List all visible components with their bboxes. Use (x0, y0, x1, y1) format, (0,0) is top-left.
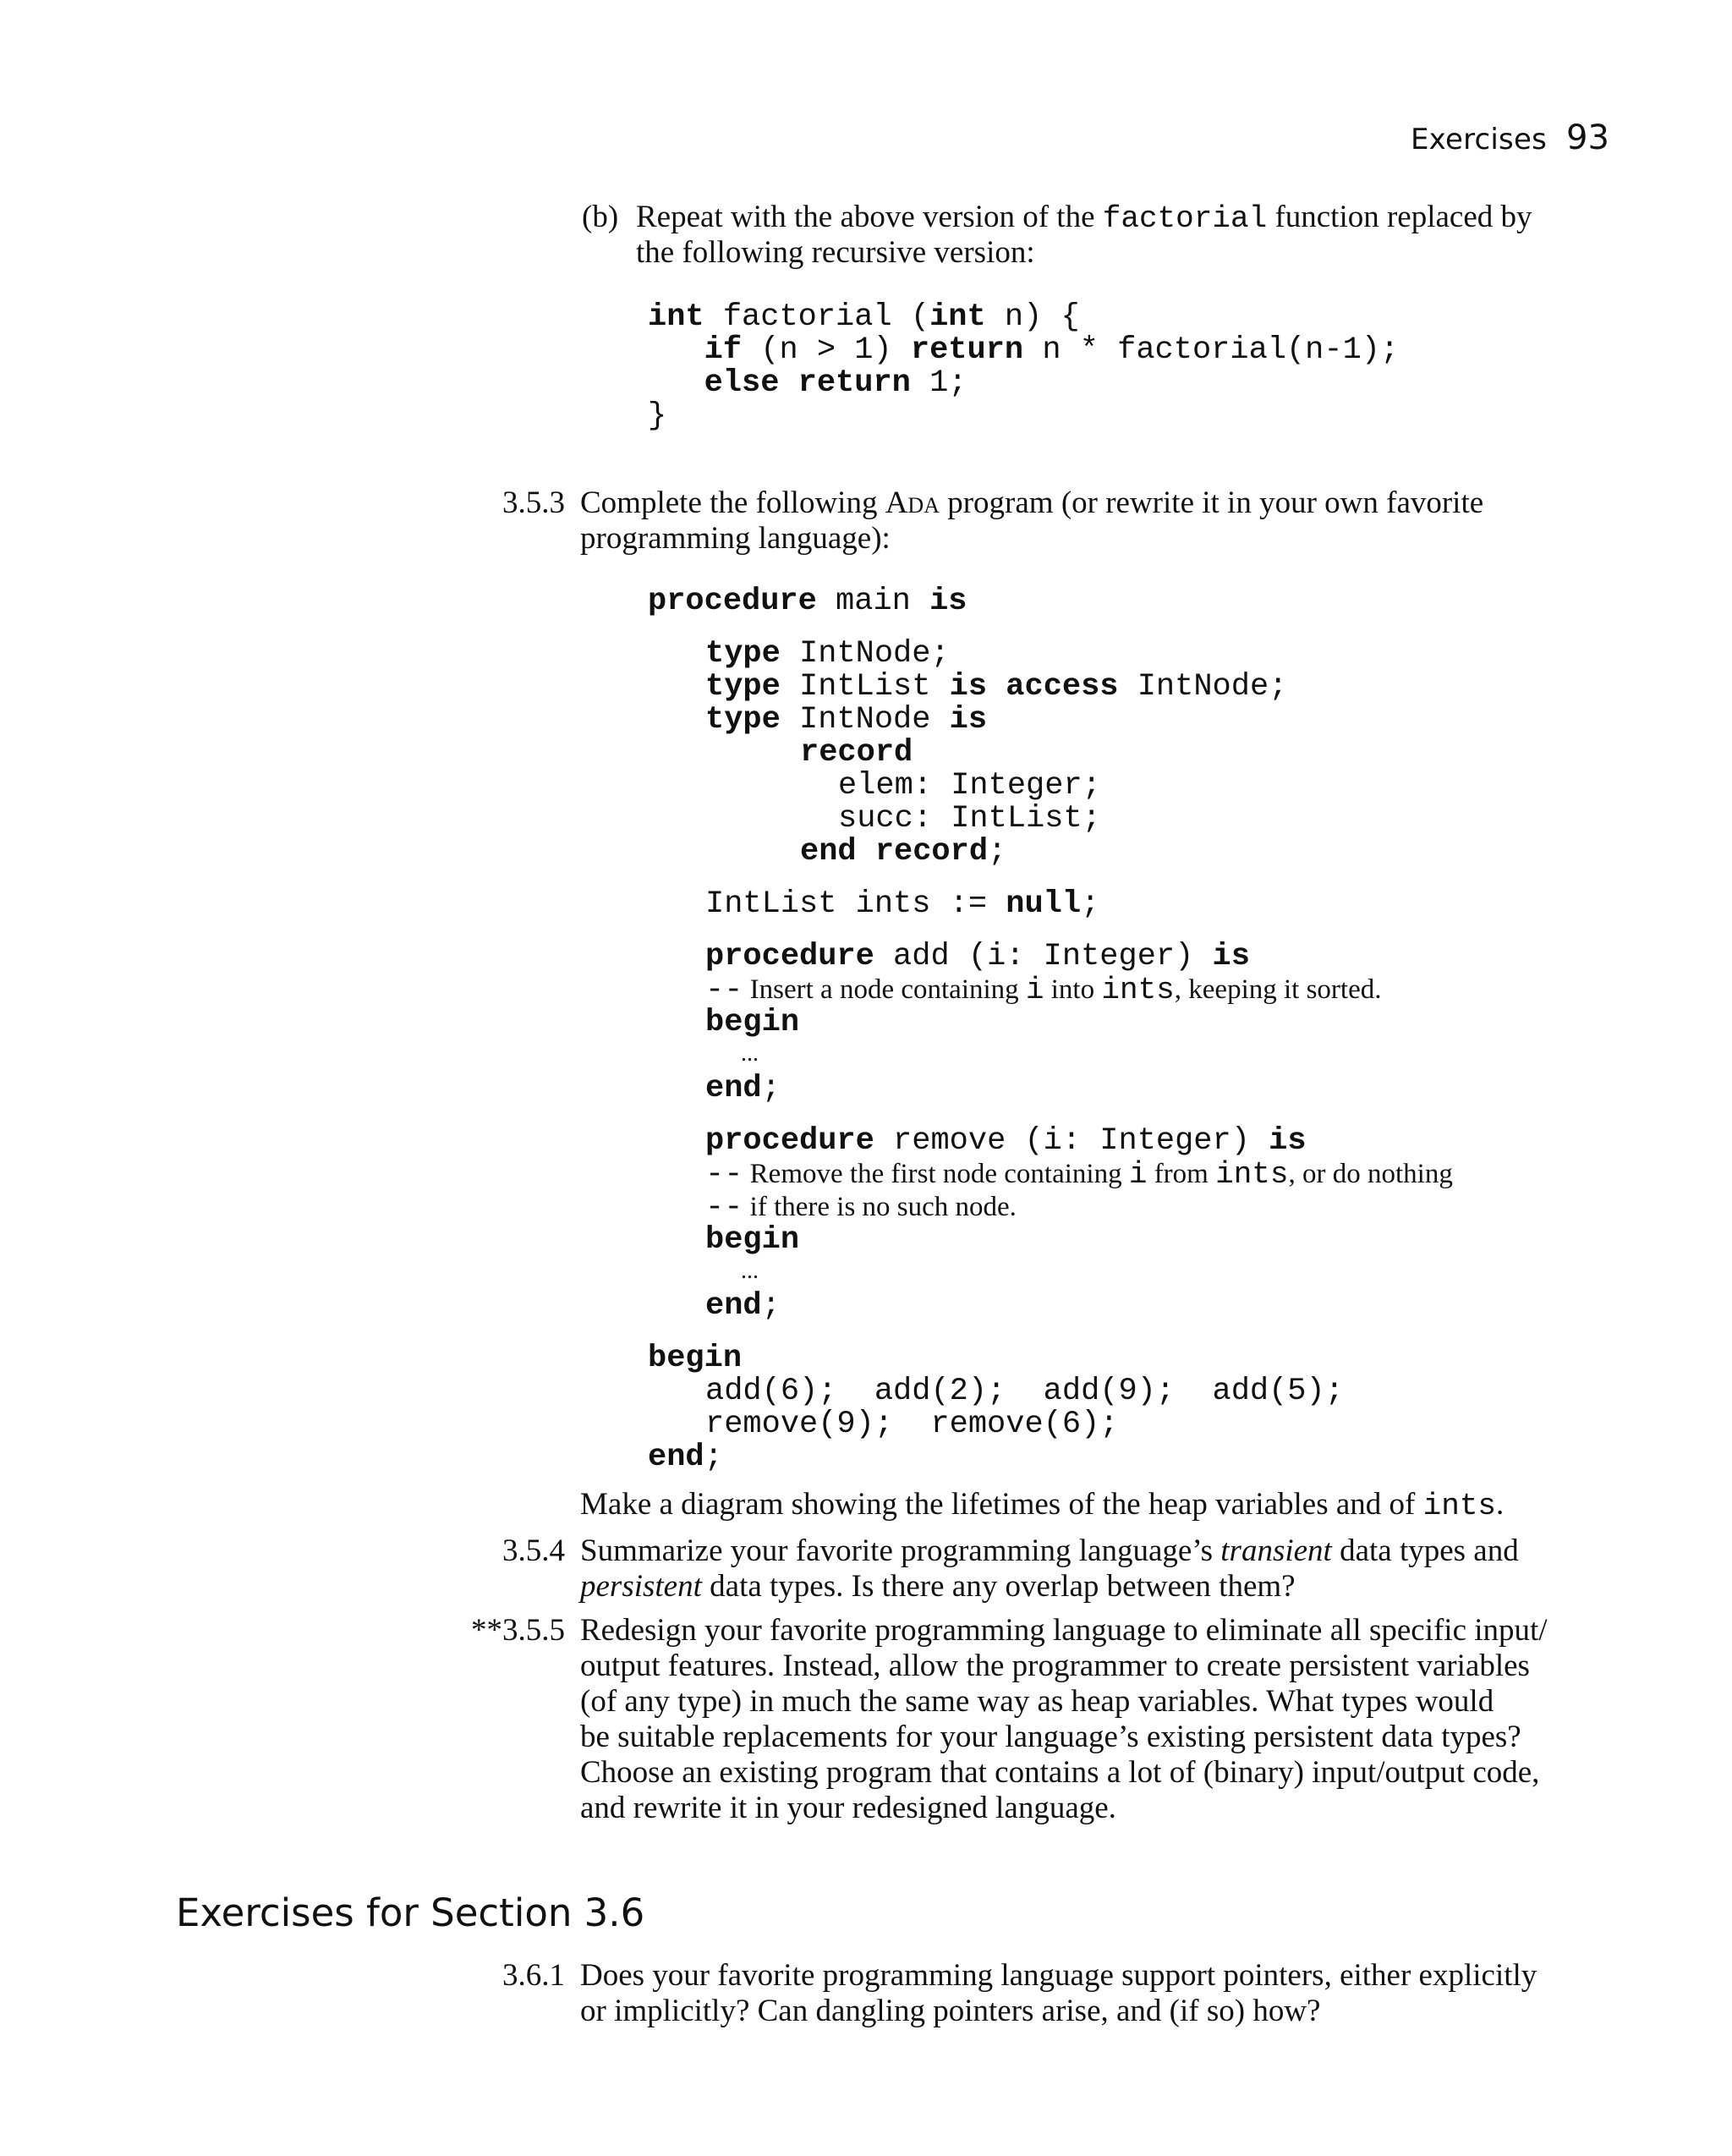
code-line: procedure add (i: Integer) is (705, 939, 1250, 974)
code-line: procedure remove (i: Integer) is (705, 1123, 1307, 1159)
code-ellipsis: ... (741, 1258, 759, 1284)
factorial-code-block (648, 301, 1399, 433)
code-comment-line: -- Remove the first node containing i from ints, or do nothing (705, 1157, 1453, 1193)
code-line: end record; (800, 834, 1007, 870)
exercise-3-5-3-line2: programming language): (580, 521, 891, 556)
exercise-3-5-3-number: 3.5.3 (502, 486, 565, 520)
code-line: type IntNode; (705, 636, 950, 672)
exercise-b-text-b: function replaced by (1267, 200, 1532, 234)
exercise-3-5-5-line: and rewrite it in your redesigned language. (580, 1791, 1116, 1825)
exercise-3-6-1-number: 3.6.1 (502, 1958, 565, 1993)
code-line: if (n > 1) return n * factorial(n-1); (704, 332, 1400, 368)
code-ellipsis: ... (741, 1040, 759, 1067)
exercise-3-5-5-number: **3.5.5 (471, 1613, 565, 1648)
code-line: procedure main is (648, 584, 967, 619)
ex354-text-a: Summarize your favorite programming language’s (580, 1533, 1221, 1568)
exercise-3-5-3-text-a: Complete the following (580, 486, 885, 520)
code-line: else return 1; (704, 365, 967, 401)
code-line: type IntNode is (705, 702, 988, 738)
exercise-3-5-3-text (580, 486, 1602, 521)
exercise-3-5-3-text-b: program (or rewrite it in your own favorite (939, 486, 1484, 520)
followup-text-a: Make a diagram showing the lifetimes of the heap variables and of (580, 1487, 1423, 1522)
exercise-3-5-4-line2 (580, 1569, 1296, 1605)
code-line: begin (705, 1005, 800, 1040)
code-line: remove(9); remove(6); (705, 1407, 1119, 1442)
language-name-ada: Ada (885, 486, 940, 520)
code-line: } (648, 398, 667, 434)
code-line: begin (648, 1341, 743, 1376)
code-line: type IntList is access IntNode; (705, 669, 1288, 705)
ex354-text-b: data types and (1331, 1533, 1519, 1568)
exercise-b-text (636, 200, 1602, 237)
code-line: record (800, 735, 913, 771)
inline-code-factorial: factorial (1102, 201, 1268, 236)
section-heading: Exercises for Section 3.6 (176, 1890, 645, 1935)
exercise-3-5-5-line: be suitable replacements for your language’s existing persistent data types? (580, 1720, 1521, 1754)
code-comment-line: -- if there is no such node. (705, 1190, 1017, 1226)
inline-code-ints: ints (1422, 1489, 1497, 1523)
running-title: Exercises (1411, 123, 1547, 156)
exercise-3-6-1-line: Does your favorite programming language support pointers, either explicitly (580, 1958, 1537, 1993)
code-comment-line: -- Insert a node containing i into ints, keeping it sorted. (705, 973, 1382, 1008)
exercise-3-6-1-line: or implicitly? Can dangling pointers arise, and (if so) how? (580, 1994, 1321, 2028)
exercise-b-text-a: Repeat with the above version of the (636, 200, 1103, 234)
exercise-b-label: (b) (582, 200, 619, 234)
code-line: add(6); add(2); add(9); add(5); (705, 1374, 1344, 1409)
code-line: IntList ints := null; (705, 886, 1100, 922)
page-number: 93 (1566, 118, 1609, 157)
code-line: int factorial (int n) { (648, 299, 1080, 335)
ex354-text-c: data types. Is there any overlap between them? (701, 1569, 1296, 1604)
exercise-3-5-5-line: Choose an existing program that contains a lot of (binary) input/output code, (580, 1755, 1540, 1790)
exercise-3-5-4-line1 (580, 1533, 1602, 1569)
exercise-3-5-3-followup (580, 1487, 1504, 1524)
term-transient: transient (1220, 1533, 1332, 1568)
exercise-3-5-4-number: 3.5.4 (502, 1533, 565, 1568)
followup-text-b: . (1496, 1487, 1505, 1522)
code-line: end; (705, 1288, 781, 1324)
code-line: elem: Integer; (838, 768, 1101, 804)
exercise-3-5-5-line: (of any type) in much the same way as heap variables. What types would (580, 1684, 1494, 1719)
code-line: begin (705, 1222, 800, 1258)
code-line: end; (705, 1071, 781, 1106)
code-line: succ: IntList; (838, 801, 1101, 837)
code-line: end; (648, 1440, 723, 1475)
term-persistent: persistent (580, 1569, 702, 1604)
exercise-b-line2: the following recursive version: (636, 235, 1035, 270)
exercise-3-5-5-line: Redesign your favorite programming language to eliminate all specific input/ (580, 1613, 1548, 1648)
exercise-3-5-5-line: output features. Instead, allow the programmer to create persistent variables (580, 1649, 1530, 1683)
